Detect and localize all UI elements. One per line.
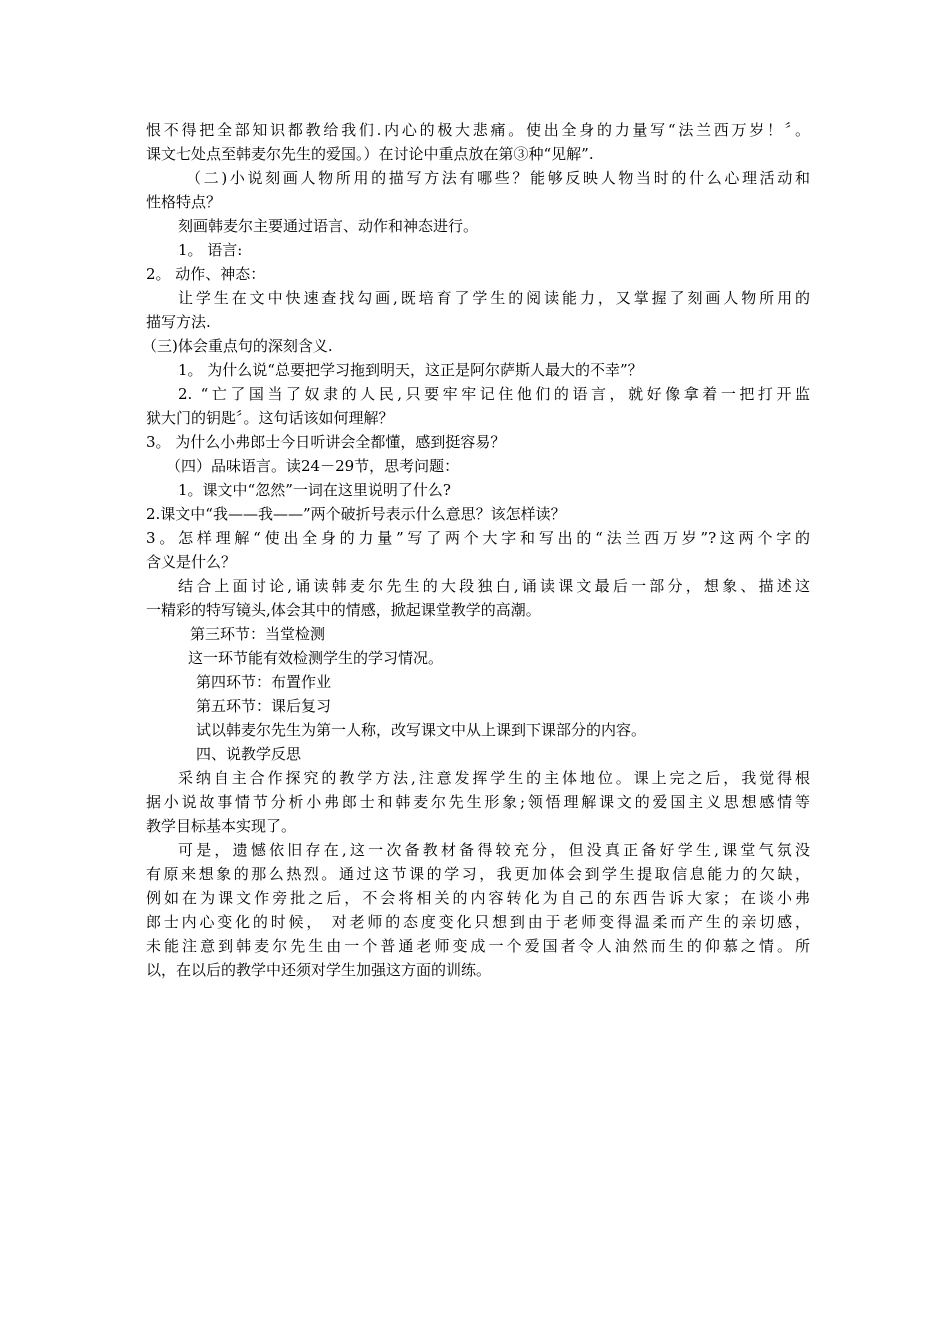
text-line: 四、说教学反思 — [196, 745, 302, 763]
text-line: 刻画韩麦尔主要通过语言、动作和神态进行。 — [178, 217, 479, 235]
text-line: 性格特点？ — [146, 193, 222, 211]
text-line: 2. “亡了国当了奴隶的人民,只要牢牢记住他们的语言，就好像拿着一把打开监 — [178, 385, 810, 403]
text-line: 据小说故事情节分析小弗郎士和韩麦尔先生形象;领悟理解课文的爱国主义思想感情等 — [146, 793, 810, 811]
text-line: （三)体会重点句的深刻含义. — [142, 337, 333, 355]
text-line: 2。 动作、神态： — [146, 265, 266, 283]
text-line: 1。 为什么说“总要把学习拖到明天，这正是阿尔萨斯人最大的不幸”？ — [178, 361, 643, 379]
text-line: 描写方法. — [146, 313, 211, 331]
text-line: 第三环节：当堂检测 — [190, 625, 326, 643]
text-line: 课文七处点至韩麦尔先生的爱国。）在讨论中重点放在第③种“见解”. — [146, 145, 594, 163]
text-line: 狱大门的钥匙〞。这句话该如何理解？ — [146, 409, 394, 427]
text-line: 以，在以后的教学中还须对学生加强这方面的训练。 — [146, 961, 492, 979]
text-line: 结合上面讨论,诵读韩麦尔先生的大段独白,诵读课文最后一部分，想象、描述这 — [178, 577, 810, 595]
text-line: 恨不得把全部知识都教给我们.内心的极大悲痛。使出全身的力量写“法兰西万岁！〞。 — [146, 121, 810, 139]
text-line: 第五环节：课后复习 — [196, 697, 332, 715]
text-line: （四）品味语言。读24－29节，思考问题： — [166, 457, 460, 475]
text-line: 采纳自主合作探究的教学方法,注意发挥学生的主体地位。课上完之后，我觉得根 — [178, 769, 810, 787]
text-line: 1。课文中“忽然”一词在这里说明了什么? — [178, 481, 451, 499]
text-line: 有原来想象的那么热烈。通过这节课的学习，我更加体会到学生提取信息能力的欠缺， — [146, 865, 810, 883]
text-line: 这一环节能有效检测学生的学习情况。 — [188, 649, 444, 667]
text-line: 一精彩的特写镜头,体会其中的情感，掀起课堂教学的高潮。 — [146, 601, 541, 619]
text-line: （二)小说刻画人物所用的描写方法有哪些？能够反映人物当时的什么心理活动和 — [186, 169, 810, 187]
text-line: 试以韩麦尔先生为第一人称，改写课文中从上课到下课部分的内容。 — [196, 721, 647, 739]
text-line: 教学目标基本实现了。 — [146, 817, 297, 835]
text-line: 3。 为什么小弗郎士今日听讲会全都懂，感到挺容易？ — [146, 433, 506, 451]
text-line: 让学生在文中快速查找勾画,既培育了学生的阅读能力，又掌握了刻画人物所用的 — [178, 289, 810, 307]
text-line: 含义是什么？ — [146, 553, 237, 571]
text-line: 未能注意到韩麦尔先生由一个普通老师变成一个爱国者令人油然而生的仰慕之情。所 — [146, 937, 810, 955]
text-line: 郎士内心变化的时候， 对老师的态度变化只想到由于老师变得温柔而产生的亲切感， — [146, 913, 810, 931]
text-line: 例如在为课文作旁批之后，不会将相关的内容转化为自己的东西告诉大家；在谈小弗 — [146, 889, 810, 907]
text-line: 可是，遗憾依旧存在,这一次备教材备得较充分，但没真正备好学生,课堂气氛没 — [178, 841, 810, 859]
text-line: 2.课文中“我——我——”两个破折号表示什么意思？该怎样读？ — [146, 505, 566, 523]
document-body — [142, 118, 810, 982]
text-line: 1。 语言: — [178, 241, 243, 259]
text-line: 3。怎样理解“使出全身的力量”写了两个大字和写出的“法兰西万岁”?这两个字的 — [146, 529, 810, 547]
text-line: 第四环节：布置作业 — [196, 673, 332, 691]
